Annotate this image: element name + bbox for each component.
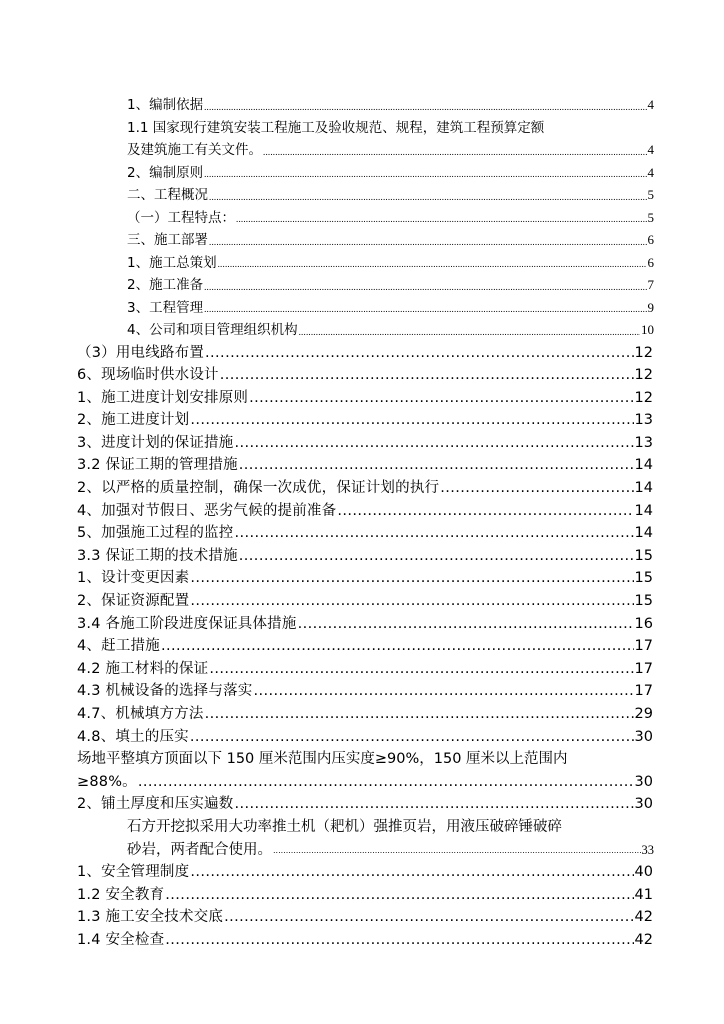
toc-leader-dots <box>239 454 634 477</box>
toc-entry-title: 2、施工进度计划 <box>77 412 190 429</box>
toc-entry[interactable] <box>77 364 653 387</box>
toc-entry[interactable] <box>77 522 653 545</box>
toc-entry-title: 2、保证资源配置 <box>77 593 190 610</box>
toc-leader-dots <box>190 590 633 613</box>
toc-entry[interactable] <box>77 658 653 681</box>
toc-entry-title: 1.4 安全检查 <box>77 931 165 948</box>
toc-entry-title: 4、赶工措施 <box>77 638 160 655</box>
toc-entry-line1[interactable] <box>127 117 654 140</box>
toc-entry[interactable] <box>77 680 653 703</box>
toc-entry-page: 14 <box>634 525 653 542</box>
toc-entry-title: 2、编制原则 <box>127 164 204 181</box>
toc-entry-title: 4.2 施工材料的保证 <box>77 660 209 677</box>
toc-entry-page: 12 <box>634 344 653 361</box>
toc-leader-dots <box>236 209 647 229</box>
toc-entry-page: 4 <box>647 142 654 157</box>
toc-entry-page: 42 <box>634 909 653 926</box>
toc-entry[interactable] <box>77 432 653 455</box>
toc-leader-dots <box>234 522 633 545</box>
toc-entry-page: 4 <box>647 97 654 112</box>
toc-entry-line2[interactable] <box>127 839 654 862</box>
toc-entry-page: 29 <box>634 706 653 722</box>
toc-entry[interactable] <box>77 884 653 907</box>
toc-entry[interactable] <box>77 342 653 365</box>
toc-leader-dots <box>138 771 634 794</box>
toc-entry-page: 33 <box>641 842 654 857</box>
toc-leader-dots <box>218 254 647 274</box>
toc-entry-page: 17 <box>634 683 653 700</box>
toc-entry-title-cont: 及建筑施工有关文件。 <box>127 142 262 158</box>
toc-entry-title: 1、设计变更因素 <box>77 570 190 587</box>
toc-entry-line2[interactable] <box>127 139 654 162</box>
toc-entry-title: 1、编制依据 <box>127 97 204 113</box>
toc-entry-page: 4 <box>647 164 654 180</box>
toc-entry[interactable] <box>77 500 653 523</box>
toc-entry-page: 30 <box>634 796 653 813</box>
toc-entry-title: 2、铺土厚度和压实遍数 <box>77 796 234 813</box>
toc-entry[interactable] <box>77 454 653 477</box>
toc-entry-title: 场地平整填方顶面以下 150 厘米范围内压实度≥90%，150 厘米以上范围内 <box>77 751 568 768</box>
toc-entry-title: 2、施工准备 <box>127 277 204 293</box>
toc-entry[interactable] <box>127 274 654 297</box>
toc-entry-title: 4、公司和项目管理组织机构 <box>127 322 298 338</box>
toc-entry-title: 4、加强对节假日、恶劣气候的提前准备 <box>77 502 337 519</box>
toc-leader-dots <box>190 861 633 884</box>
toc-entry-page: 16 <box>634 615 653 632</box>
toc-entry-title: 1、施工总策划 <box>127 254 217 271</box>
toc-entry-page: 17 <box>634 638 653 655</box>
toc-entry-title: 6、现场临时供水设计 <box>77 367 219 384</box>
toc-entry-page: 15 <box>634 547 653 564</box>
toc-entry-line1[interactable] <box>127 816 654 839</box>
toc-entry-page: 6 <box>647 232 654 247</box>
table-of-contents <box>0 94 724 952</box>
toc-entry-title: 4.7、机械填方方法 <box>77 706 204 722</box>
toc-leader-dots <box>190 567 633 590</box>
toc-entry[interactable] <box>77 545 653 568</box>
toc-entry-title: 3.2 保证工期的管理措施 <box>77 457 238 474</box>
toc-entry-page: 13 <box>634 412 653 429</box>
toc-entry-page: 30 <box>634 773 653 790</box>
toc-entry[interactable] <box>127 252 654 275</box>
toc-entry-title: 3.4 各施工阶段进度保证具体措施 <box>77 615 297 632</box>
toc-entry[interactable] <box>77 387 653 410</box>
toc-entry-title-cont: ≥88%。 <box>77 773 137 790</box>
toc-leader-dots <box>161 635 634 658</box>
toc-entry[interactable] <box>77 793 653 816</box>
toc-entry[interactable] <box>77 613 653 636</box>
toc-entry-page: 5 <box>647 209 654 225</box>
toc-leader-dots <box>209 232 647 252</box>
toc-entry-title: （3）用电线路布置 <box>77 344 205 361</box>
toc-entry-page: 40 <box>634 864 653 881</box>
toc-entry-line2[interactable] <box>77 771 653 794</box>
toc-leader-dots <box>253 680 633 703</box>
toc-entry-title: 1.2 安全教育 <box>77 886 165 903</box>
toc-entry[interactable] <box>127 229 654 252</box>
toc-entry[interactable] <box>77 726 653 749</box>
toc-entry-title: 石方开挖拟采用大功率推土机（耙机）强推页岩，用液压破碎锤破碎 <box>127 818 562 835</box>
toc-entry-title: 4.3 机械设备的选择与落实 <box>77 683 253 700</box>
toc-entry-page: 14 <box>634 502 653 519</box>
toc-entry[interactable] <box>127 184 654 207</box>
toc-entry[interactable] <box>127 297 654 320</box>
toc-entry-page: 7 <box>647 277 654 292</box>
toc-entry[interactable] <box>77 409 653 432</box>
toc-entry-title: 1.1 国家现行建筑安装工程施工及验收规范、规程，建筑工程预算定额 <box>127 119 545 136</box>
toc-leader-dots <box>204 164 646 184</box>
toc-entry-page: 5 <box>647 187 654 202</box>
toc-leader-dots <box>224 906 633 929</box>
toc-entry[interactable] <box>77 477 653 500</box>
toc-entry-title: 3、工程管理 <box>127 299 204 316</box>
toc-leader-dots <box>190 409 633 432</box>
toc-entry[interactable] <box>127 94 654 117</box>
toc-entry[interactable] <box>77 590 653 613</box>
toc-entry-title: 3、进度计划的保证措施 <box>77 434 234 451</box>
toc-entry[interactable] <box>77 567 653 590</box>
toc-entry-page: 42 <box>634 931 653 948</box>
toc-entry-page: 15 <box>634 593 653 610</box>
toc-leader-dots <box>190 726 634 749</box>
toc-leader-dots <box>209 187 647 207</box>
toc-entry-title: （一）工程特点： <box>127 209 235 226</box>
toc-leader-dots <box>220 364 634 387</box>
toc-leader-dots <box>263 142 647 162</box>
toc-entry[interactable] <box>77 906 653 929</box>
toc-leader-dots <box>165 884 633 907</box>
toc-entry-page: 17 <box>634 660 653 677</box>
toc-entry[interactable] <box>77 861 653 884</box>
toc-entry[interactable] <box>77 703 653 726</box>
toc-entry-title: 1、施工进度计划安排原则 <box>77 389 249 406</box>
toc-entry-page: 12 <box>634 367 653 384</box>
toc-entry-title-cont: 砂岩，两者配合使用。 <box>127 841 272 858</box>
toc-leader-dots <box>239 545 634 568</box>
toc-entry-line1[interactable] <box>77 748 657 771</box>
toc-entry-title: 3.3 保证工期的技术措施 <box>77 547 238 564</box>
toc-leader-dots <box>204 277 646 297</box>
toc-entry-page: 6 <box>647 254 654 270</box>
toc-entry-title: 1、安全管理制度 <box>77 864 190 881</box>
toc-entry[interactable] <box>127 319 654 342</box>
toc-entry-page: 14 <box>634 480 653 497</box>
toc-leader-dots <box>234 793 633 816</box>
toc-entry-page: 12 <box>634 389 653 406</box>
toc-entry-page: 41 <box>634 886 653 903</box>
toc-entry-page: 13 <box>634 434 653 451</box>
toc-leader-dots <box>209 658 633 681</box>
toc-leader-dots <box>337 500 633 523</box>
toc-entry-title: 4.8、填土的压实 <box>77 728 189 745</box>
toc-leader-dots <box>165 929 633 952</box>
toc-entry-title: 二、工程概况 <box>127 187 208 203</box>
toc-entry-page: 14 <box>634 457 653 474</box>
toc-entry-page: 15 <box>634 570 653 587</box>
toc-entry-page: 10 <box>641 322 654 337</box>
toc-entry-title: 5、加强施工过程的监控 <box>77 525 234 542</box>
toc-leader-dots <box>205 342 634 365</box>
toc-entry-title: 2、以严格的质量控制，确保一次成优，保证计划的执行 <box>77 480 440 497</box>
toc-entry-title: 1.3 施工安全技术交底 <box>77 909 224 926</box>
toc-leader-dots <box>205 703 634 726</box>
toc-leader-dots <box>204 299 646 319</box>
toc-entry-page: 9 <box>647 299 654 315</box>
toc-entry[interactable] <box>77 635 653 658</box>
toc-leader-dots <box>298 613 634 636</box>
toc-leader-dots <box>249 387 633 410</box>
toc-leader-dots <box>204 97 646 117</box>
toc-leader-dots <box>273 841 641 861</box>
toc-entry[interactable] <box>127 207 654 230</box>
toc-leader-dots <box>440 477 633 500</box>
toc-entry-page: 30 <box>634 728 653 745</box>
toc-leader-dots <box>234 432 633 455</box>
toc-entry-title: 三、施工部署 <box>127 232 208 248</box>
toc-leader-dots <box>299 322 640 342</box>
toc-entry[interactable] <box>127 162 654 185</box>
toc-entry[interactable] <box>77 929 653 952</box>
